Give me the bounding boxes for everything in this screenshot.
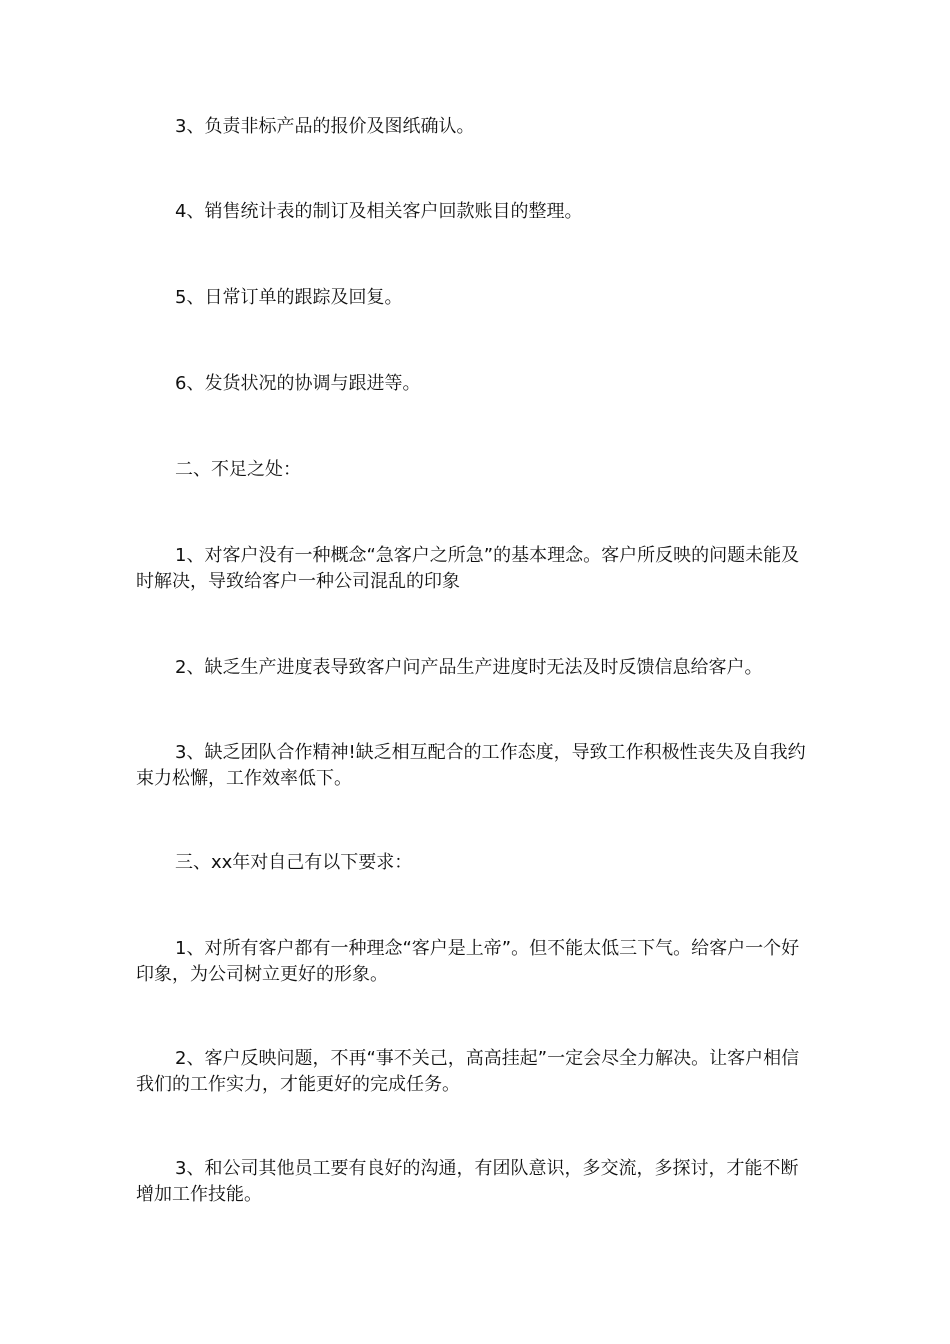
requirement-item-3: 3、和公司其他员工要有良好的沟通，有团队意识，多交流，多探讨，才能不断增加工作技能。 <box>136 1158 799 1205</box>
duty-item-3: 3、负责非标产品的报价及图纸确认。 <box>175 116 475 137</box>
requirement-item-2: 2、客户反映问题，不再“事不关己，高高挂起”一定会尽全力解决。让客户相信我们的工作实力，才能更好的完成任务。 <box>136 1048 800 1095</box>
requirement-item-1: 1、对所有客户都有一种理念“客户是上帝”。但不能太低三下气。给客户一个好印象，为公司树立更好的形象。 <box>136 938 800 985</box>
duty-item-4: 4、销售统计表的制订及相关客户回款账目的整理。 <box>175 201 583 222</box>
shortcoming-item-3: 3、缺乏团队合作精神!缺乏相互配合的工作态度，导致工作积极性丧失及自我约束力松懈，工作效率低下。 <box>136 742 806 789</box>
duty-item-6: 6、发货状况的协调与跟进等。 <box>175 373 421 394</box>
duty-item-5: 5、日常订单的跟踪及回复。 <box>175 287 403 308</box>
section-heading-shortcomings: 二、不足之处： <box>175 459 301 480</box>
section-heading-requirements: 三、xx年对自己有以下要求： <box>175 852 413 873</box>
shortcoming-item-1: 1、对客户没有一种概念“急客户之所急”的基本理念。客户所反映的问题未能及时解决，导致给客户一种公司混乱的印象 <box>136 545 800 592</box>
shortcoming-item-2: 2、缺乏生产进度表导致客户问产品生产进度时无法及时反馈信息给客户。 <box>175 657 763 678</box>
